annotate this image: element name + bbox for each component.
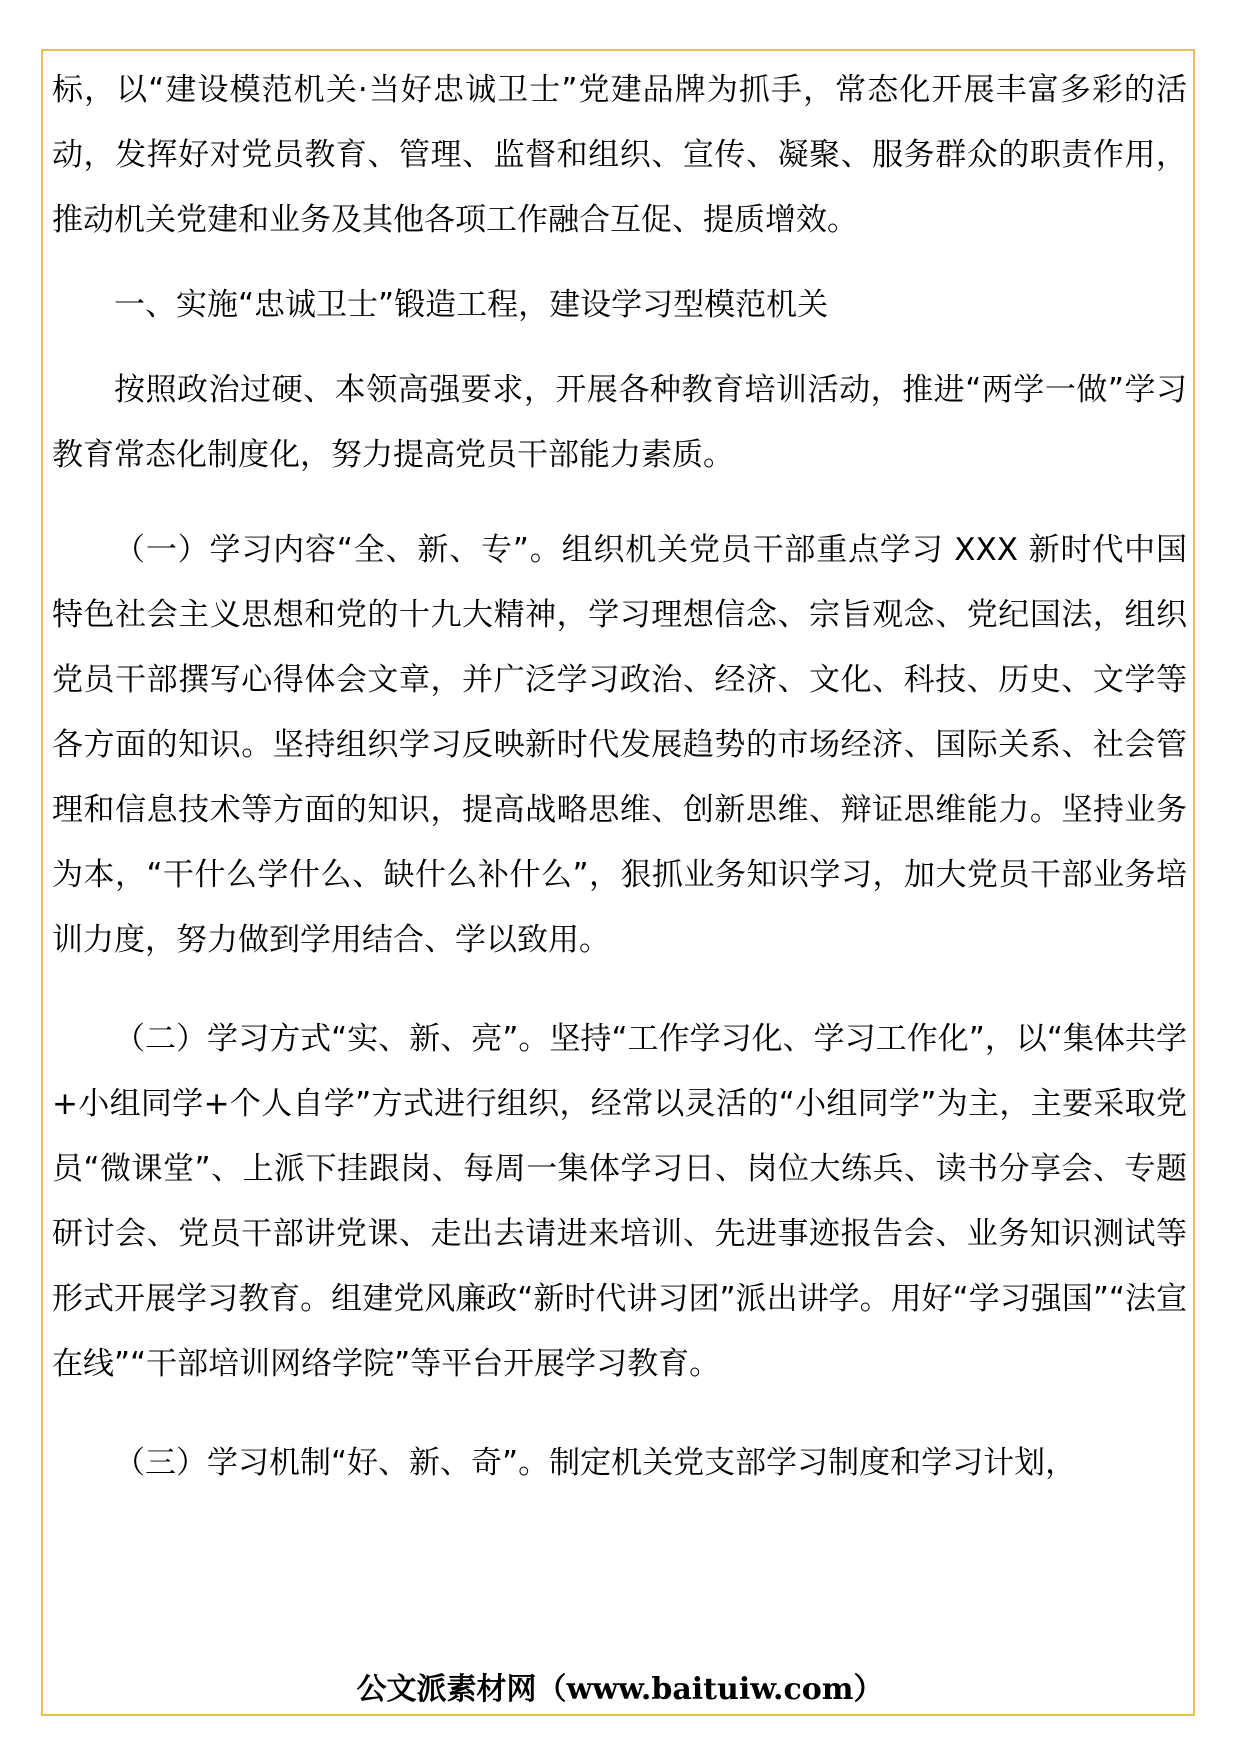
document-body bbox=[52, 58, 1187, 1496]
paragraph-intro: 标，以“建设模范机关·当好忠诚卫士”党建品牌为抓手，常态化开展丰富多彩的活动，发挥好对党员教育、管理、监督和组织、宣传、凝聚、服务群众的职责作用，推动机关党建和业务及其他各项工作融合互促、提质增效。 bbox=[52, 72, 1187, 238]
paragraph-learning-method: （二）学习方式“实、新、亮”。坚持“工作学习化、学习工作化”，以“集体共学+小组同学+个人自学”方式进行组织，经常以灵活的“小组同学”为主，主要采取党员“微课堂”、上派下挂跟岗、每周一集体学习日、岗位大练兵、读书分享会、专题研讨会、党员干部讲党课、走出去请进来培训、先进事迹报告会、业务知识测试等形式开展学习教育。组建党风廉政“新时代讲习团”派出讲学。用好“学习强国”“法宣在线”“干部培训网络学院”等平台开展学习教育。 bbox=[52, 1021, 1187, 1382]
paragraph-learning-content: （一）学习内容“全、新、专”。组织机关党员干部重点学习 XXX 新时代中国特色社会主义思想和党的十九大精神，学习理想信念、宗旨观念、党纪国法，组织党员干部撰写心得体会文章，并广泛学习政治、经济、文化、科技、历史、文学等各方面的知识。坚持组织学习反映新时代发展趋势的市场经济、国际关系、社会管理和信息技术等方面的知识，提高战略思维、创新思维、辩证思维能力。坚持业务为本，“干什么学什么、缺什么补什么”，狠抓业务知识学习，加大党员干部业务培训力度，努力做到学用结合、学以致用。 bbox=[52, 532, 1187, 958]
paragraph-learning-mechanism: （三）学习机制“好、新、奇”。制定机关党支部学习制度和学习计划， bbox=[114, 1445, 1077, 1481]
footer-watermark: 公文派素材网（www.baituiw.com） bbox=[356, 1672, 884, 1707]
paragraph-requirements: 按照政治过硬、本领高强要求，开展各种教育培训活动，推进“两学一做”学习教育常态化制度化，努力提高党员干部能力素质。 bbox=[52, 372, 1187, 473]
section-heading: 一、实施“忠诚卫士”锻造工程，建设学习型模范机关 bbox=[114, 287, 829, 323]
